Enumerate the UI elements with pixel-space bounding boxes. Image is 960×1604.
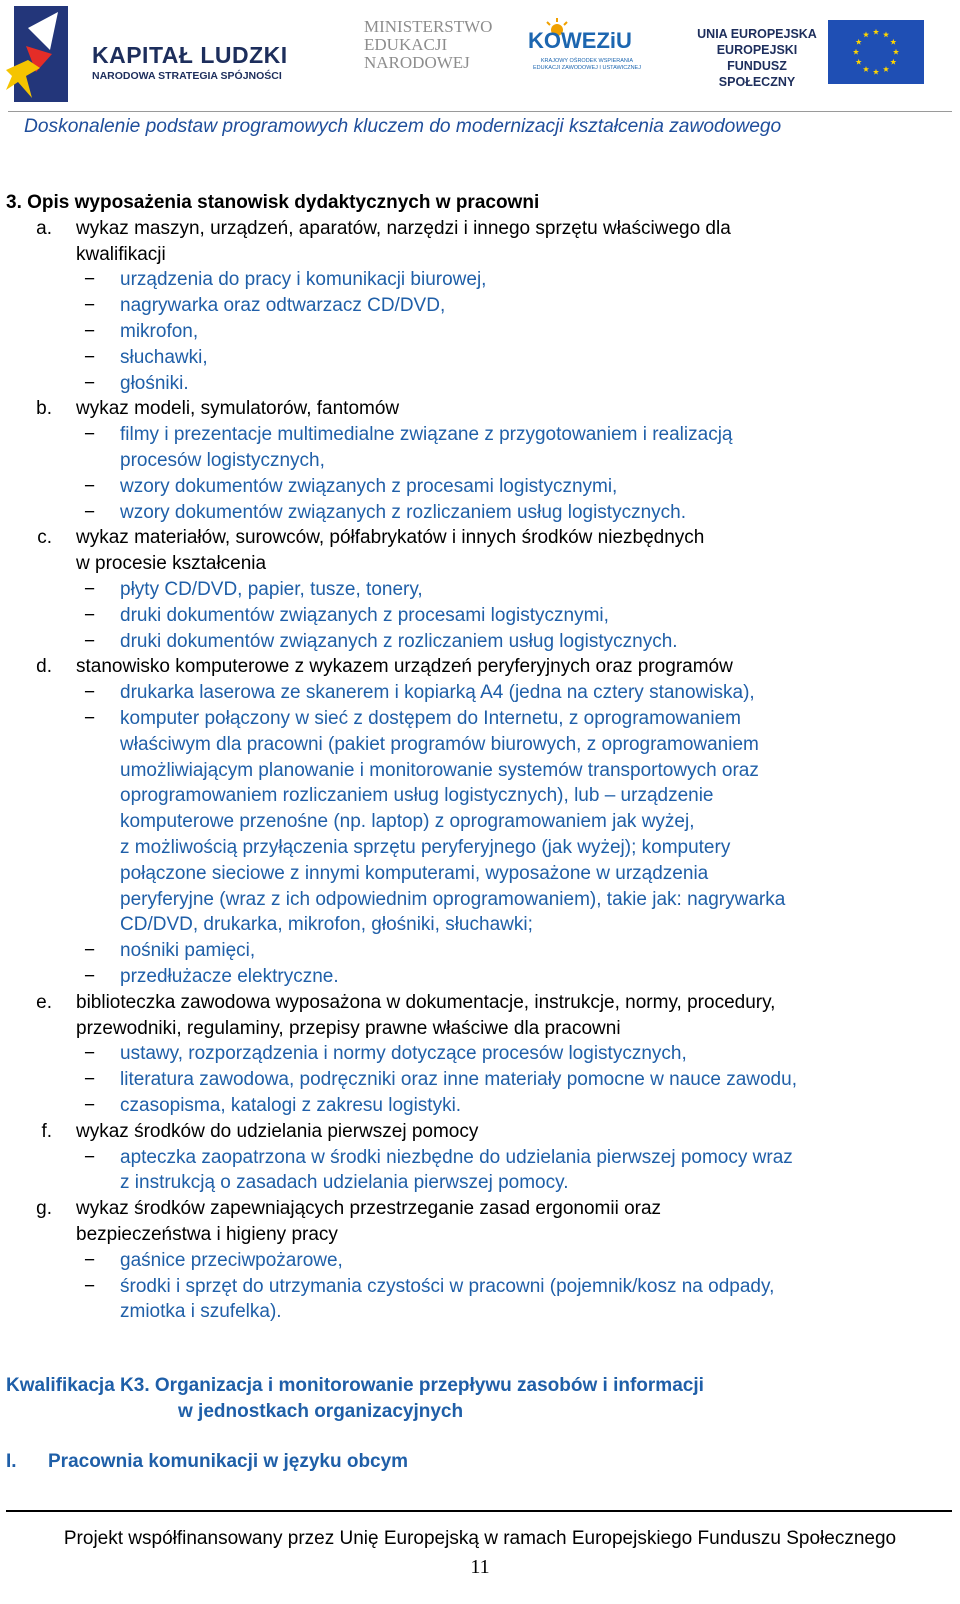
bullet-text-line: umożliwiającym planowanie i monitorowanie systemów transportowych oraz	[120, 759, 759, 781]
kowezu-title-rest: OWEZiU	[543, 28, 632, 53]
bullet-text-line: urządzenia do pracy i komunikacji biurowej,	[120, 269, 487, 291]
bullet-text-line: płyty CD/DVD, papier, tusze, tonery,	[120, 579, 423, 600]
bullet-dash: −	[84, 966, 96, 987]
bullet-text-line: oprogramowaniem rozliczaniem usług logistycznych), lub – urządzenie	[120, 785, 714, 807]
kowezu-title	[528, 28, 632, 54]
bullet-dash: −	[84, 940, 96, 962]
header-divider	[8, 111, 952, 112]
item-text-line: w procesie kształcenia	[76, 553, 267, 575]
bullet-dash: −	[84, 1275, 96, 1297]
eu-line-3: FUNDUSZ SPOŁECZNY	[718, 59, 796, 89]
item-text-line: stanowisko komputerowe z wykazem urządzeń peryferyjnych oraz programów	[76, 656, 733, 678]
bullet-text-line: drukarka laserowa ze skanerem i kopiarką A4 (jedna na cztery stanowiska),	[120, 682, 755, 704]
qualification-roman-numeral: I.	[6, 1451, 17, 1472]
bullet-text-line: czasopisma, katalogi z zakresu logistyki.	[120, 1095, 462, 1116]
bullet-dash: −	[84, 321, 96, 342]
kowezu-logo	[520, 18, 650, 84]
bullet-dash: −	[84, 501, 96, 523]
bullet-text-line: środki i sprzęt do utrzymania czystości w pracowni (pojemnik/kosz na odpady,	[120, 1275, 775, 1297]
bullet-text-line: druki dokumentów związanych z procesami logistycznymi,	[120, 604, 609, 626]
bullet-dash: −	[84, 579, 96, 600]
bullet-dash: −	[84, 630, 96, 652]
bullet-text-line: peryferyjne (wraz z ich odpowiednim oprogramowaniem), takie jak: nagrywarka	[120, 888, 786, 910]
ministry-line-1: MINISTERSTWO	[364, 17, 493, 36]
eu-line-2: EUROPEJSKI	[716, 43, 798, 57]
item-letter: g.	[36, 1198, 52, 1220]
item-letter: e.	[36, 991, 52, 1013]
bullet-dash: −	[84, 269, 96, 291]
bullet-text-line: literatura zawodowa, podręczniki oraz inne materiały pomocne w nauce zawodu,	[120, 1069, 797, 1091]
bullet-dash: −	[84, 372, 96, 394]
bullet-text-line: z instrukcją o zasadach udzielania pierwszej pomocy.	[120, 1172, 569, 1194]
item-text-line: kwalifikacji	[76, 243, 166, 265]
bullet-text-line: zmiotka i szufelka).	[120, 1301, 282, 1323]
footer-divider	[6, 1510, 952, 1512]
item-text-line: przewodniki, regulaminy, przepisy prawne właściwe dla pracowni	[76, 1017, 621, 1039]
bullet-text-line: przedłużacze elektryczne.	[120, 966, 339, 987]
bullet-text-line: mikrofon,	[120, 321, 199, 342]
bullet-dash: −	[84, 708, 96, 729]
bullet-dash: −	[84, 475, 96, 497]
bullet-text-line: komputerowe przenośne (np. laptop) z oprogramowaniem jak wyżej,	[120, 811, 695, 833]
bullet-dash: −	[84, 1043, 96, 1065]
item-letter: a.	[36, 217, 52, 239]
item-text-line: bezpieczeństwa i higieny pracy	[76, 1224, 338, 1245]
item-letter: f.	[41, 1120, 52, 1142]
item-text-line: wykaz maszyn, urządzeń, aparatów, narzędzi i innego sprzętu właściwego dla	[76, 217, 731, 239]
item-text-line: wykaz materiałów, surowców, półfabrykatów i innych środków niezbędnych	[76, 527, 705, 549]
bullet-text-line: słuchawki,	[120, 346, 208, 368]
section-heading: 3. Opis wyposażenia stanowisk dydaktycznych w pracowni	[6, 192, 540, 213]
item-letter: b.	[36, 398, 52, 420]
eu-flag-icon	[828, 20, 924, 84]
footer-text: Projekt współfinansowany przez Unię Europejską w ramach Europejskiego Funduszu Społecznego	[63, 1528, 897, 1549]
bullet-dash: −	[84, 1146, 96, 1168]
kapital-ludzki-title: KAPITAŁ LUDZKI	[92, 42, 288, 68]
kapital-ludzki-mark-icon	[6, 6, 68, 102]
kapital-ludzki-logo	[4, 4, 304, 104]
bullet-text-line: ustawy, rozporządzenia i normy dotyczące procesów logistycznych,	[120, 1043, 687, 1065]
bullet-dash: −	[84, 1069, 96, 1091]
project-subtitle: Doskonalenie podstaw programowych kluczem do modernizacji kształcenia zawodowego	[24, 116, 782, 137]
bullet-text-line: właściwym dla pracowni (pakiet programów biurowych, z oprogramowaniem	[120, 733, 759, 755]
bullet-text-line: komputer połączony w sieć z dostępem do Internetu, z oprogramowaniem	[120, 708, 741, 729]
ministry-line-3: NARODOWEJ	[364, 53, 470, 72]
bullet-text-line: z możliwością przyłączenia sprzętu peryferyjnego (jak wyżej); komputery	[120, 837, 731, 858]
bullet-dash: −	[84, 682, 96, 704]
bullet-text-line: gaśnice przeciwpożarowe,	[120, 1249, 343, 1271]
bullet-text-line: połączone sieciowe z innymi komputerami, wyposażone w urządzenia	[120, 862, 709, 884]
bullet-text-line: druki dokumentów związanych z rozliczaniem usług logistycznych.	[120, 630, 678, 652]
kapital-ludzki-subtitle: NARODOWA STRATEGIA SPÓJNOŚCI	[92, 70, 282, 82]
kowezu-title-k: K	[528, 28, 544, 53]
item-letter: d.	[36, 656, 52, 678]
bullet-dash: −	[84, 295, 96, 317]
ministry-logo	[364, 18, 504, 78]
eu-text	[692, 26, 822, 90]
kowezu-subtitle: KRAJOWY OŚRODEK WSPIERANIA EDUKACJI ZAWODOWEJ I USTAWICZNEJ	[533, 58, 641, 71]
item-letter: c.	[37, 527, 52, 549]
item-text-line: wykaz modeli, symulatorów, fantomów	[76, 398, 400, 420]
bullet-dash: −	[84, 1095, 96, 1116]
bullet-text-line: apteczka zaopatrzona w środki niezbędne do udzielania pierwszej pomocy wraz	[120, 1146, 793, 1168]
eu-line-1: UNIA EUROPEJSKA	[697, 27, 817, 41]
bullet-text-line: wzory dokumentów związanych z rozliczaniem usług logistycznych.	[120, 501, 687, 523]
bullet-dash: −	[84, 346, 96, 368]
qualification-heading-line-1: Kwalifikacja K3. Organizacja i monitorowanie przepływu zasobów i informacji	[6, 1375, 704, 1396]
qualification-heading-line-2: w jednostkach organizacyjnych	[178, 1401, 464, 1422]
ministry-line-2: EDUKACJI	[364, 35, 448, 54]
bullet-text-line: nośniki pamięci,	[120, 940, 256, 962]
item-text-line: wykaz środków do udzielania pierwszej pomocy	[76, 1120, 479, 1142]
qualification-subheading: Pracownia komunikacji w języku obcym	[48, 1451, 409, 1472]
bullet-text-line: wzory dokumentów związanych z procesami logistycznymi,	[120, 475, 618, 497]
page-header	[0, 0, 960, 137]
bullet-text-line: głośniki.	[120, 372, 189, 394]
bullet-dash: −	[84, 1249, 96, 1271]
item-text-line: biblioteczka zawodowa wyposażona w dokumentacje, instrukcje, normy, procedury,	[76, 991, 776, 1013]
page-number: 11	[470, 1556, 490, 1578]
bullet-text-line: CD/DVD, drukarka, mikrofon, głośniki, słuchawki;	[120, 914, 533, 936]
bullet-text-line: filmy i prezentacje multimedialne związane z przygotowaniem i realizacją	[120, 424, 733, 446]
bullet-dash: −	[84, 604, 96, 626]
eu-logo	[692, 20, 932, 89]
bullet-text-line: nagrywarka oraz odtwarzacz CD/DVD,	[120, 295, 446, 317]
bullet-text-line: procesów logistycznych,	[120, 450, 325, 471]
item-text-line: wykaz środków zapewniających przestrzeganie zasad ergonomii oraz	[76, 1198, 662, 1220]
bullet-dash: −	[84, 424, 96, 446]
